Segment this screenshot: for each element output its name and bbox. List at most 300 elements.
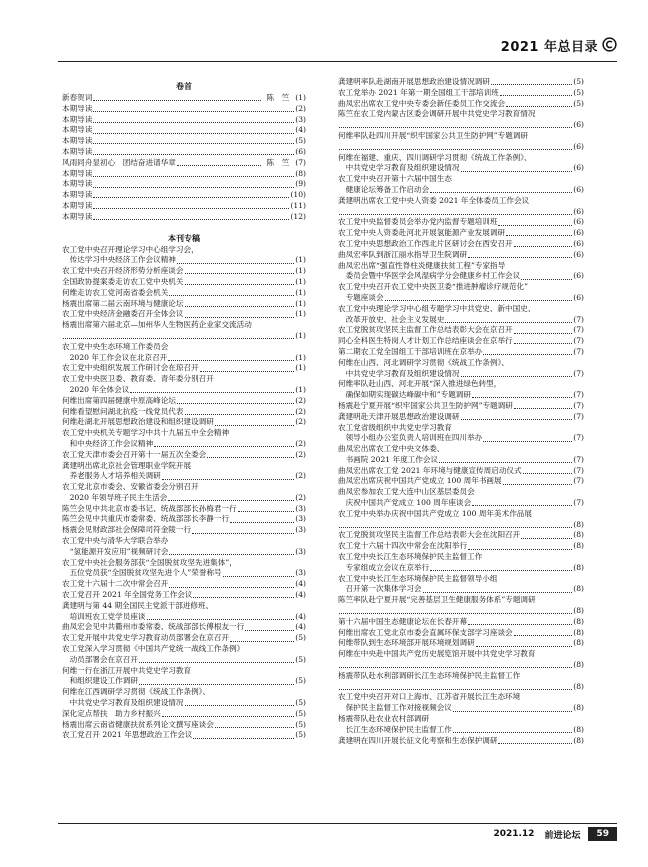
- toc-entry: [338, 228, 584, 239]
- toc-leader-dots: [476, 646, 573, 647]
- toc-leader-dots: [177, 403, 294, 404]
- toc-entry-page: (8): [573, 584, 584, 594]
- toc-entry-title: 农工党中央长江生态环境保护民主监督工作: [338, 552, 483, 562]
- toc-entry-title: 曲凤宏参加农工党大连中山区基层委员会: [338, 487, 475, 497]
- toc-entry-title: 农工党脱贫攻坚民主监督工作总结表彰大会在沈阳召开: [338, 530, 521, 540]
- toc-entry: [338, 109, 584, 120]
- magazine-name: 前进论坛: [544, 830, 581, 841]
- toc-entry: [338, 390, 584, 401]
- toc-entry: [62, 93, 306, 104]
- toc-leader-dots: [453, 732, 572, 733]
- toc-entry-title: 何维赴湖北开展思想政治建设和组织建设调研: [62, 417, 214, 427]
- toc-leader-dots: [523, 473, 573, 474]
- toc-entry-title: 曲凤宏率队到浙江丽水指导卫生院调研: [338, 249, 468, 259]
- toc-entry-page: (7): [573, 476, 584, 486]
- toc-entry-title: 杨震带队赴水利部调研长江生态环境保护民主监督工作: [338, 670, 521, 680]
- toc-entry-title: 动员部署会在京召开: [62, 654, 138, 664]
- toc-entry: [62, 536, 306, 547]
- toc-entry: [338, 444, 584, 455]
- toc-entry: [62, 687, 306, 698]
- toc-entry-title: 农工党省级组织中共党史学习教育: [338, 422, 452, 432]
- toc-entry-title: 中共党史学习教育及组织建设情况: [338, 368, 460, 378]
- toc-entry: [62, 158, 306, 169]
- toc-entry-page: (1): [295, 352, 306, 362]
- toc-leader-dots: [139, 684, 294, 685]
- toc-leader-dots: [514, 408, 572, 409]
- toc-entry-title: 农工党中央长江生态环境保护民主监督领导小组: [338, 573, 498, 583]
- toc-entry-page: (8): [573, 627, 584, 637]
- toc-entry-page: (5): [295, 633, 306, 643]
- toc-entry: [62, 169, 306, 180]
- toc-entry: [62, 450, 306, 461]
- toc-entry: [62, 720, 306, 731]
- toc-entry-page: (1): [295, 93, 306, 102]
- toc-entry-title: 曲凤宏出席农工党中央文体委、: [338, 444, 445, 454]
- toc-entry-title: 庆祝中国共产党成立 100 周年座谈会: [338, 498, 472, 508]
- toc-leader-dots: [498, 225, 572, 226]
- toc-entry-page: (7): [573, 390, 584, 400]
- toc-leader-dots: [207, 457, 294, 458]
- toc-leader-dots: [185, 317, 295, 318]
- toc-leader-dots: [483, 441, 572, 442]
- toc-entry-title: 中共党史学习教育及组织建设情况: [338, 163, 460, 173]
- toc-entry-title: 本期导读: [62, 190, 93, 200]
- toc-leader-dots: [93, 100, 261, 101]
- toc-leader-dots: [468, 549, 572, 550]
- toc-entry-page: (7): [573, 368, 584, 378]
- toc-leader-dots: [439, 462, 572, 463]
- section-heading: 卷首: [176, 81, 192, 91]
- toc-entry-title: 传达学习中央经济工作会议精神: [62, 255, 176, 265]
- toc-leader-dots: [521, 279, 572, 280]
- toc-entry-title: 农工党召开 2021 年全国党务工作会议: [62, 590, 193, 600]
- toc-entry: [62, 590, 306, 601]
- header-rule: [58, 61, 617, 62]
- toc-entry: [338, 509, 584, 520]
- toc-leader-dots: [483, 354, 572, 355]
- toc-entry-title: 曲凤宏出席庆祝中国共产党成立 100 周年书画展: [338, 476, 502, 486]
- toc-entry-page: (2): [295, 449, 306, 459]
- toc-entry-title: 何维在山西、河北调研学习贯彻《统战工作条例》、: [338, 357, 509, 367]
- toc-entry: [338, 315, 584, 326]
- toc-entry-page: (4): [295, 611, 306, 621]
- toc-entry-page: (6): [573, 141, 584, 151]
- toc-entry-title: 本期导读: [62, 146, 93, 156]
- toc-leader-dots: [230, 641, 294, 642]
- toc-entry: [338, 725, 584, 736]
- toc-leader-dots: [500, 95, 572, 96]
- toc-entry: [338, 660, 584, 671]
- toc-entry-title: 农工党中央召开对口上海市、江苏省开展长江生态环境: [338, 692, 521, 702]
- toc-leader-dots: [238, 511, 295, 512]
- toc-entry-title: 农工党中央思想政治工作西北片区研讨会在西安召开: [338, 238, 513, 248]
- toc-entry-page: (5): [295, 730, 306, 740]
- toc-entry-title: 农工党开展中共党史学习教育动员部署会在京召开: [62, 633, 230, 643]
- toc-entry-page: (5): [295, 708, 306, 718]
- toc-entry-title: 本期导读: [62, 114, 93, 124]
- toc-entry-page: (1): [295, 266, 306, 276]
- toc-entry: [62, 407, 306, 418]
- toc-entry-title: 何维出席第四届健康中原高峰论坛: [62, 395, 176, 405]
- toc-entry-title: 五位党员获“全国脱贫攻坚先进个人”荣誉称号: [62, 568, 222, 578]
- toc-entry-title: 陈竺会见中共北京市委书记、统战部部长孙梅君一行: [62, 503, 237, 513]
- toc-entry-title: 杨震带队赴农业农村部调研: [338, 714, 430, 724]
- toc-entry: [62, 461, 306, 472]
- toc-entry-page: (1): [295, 363, 306, 373]
- toc-entry: [62, 730, 306, 741]
- toc-entry-title: 本期导读: [62, 103, 93, 113]
- toc-entry: [338, 358, 584, 369]
- toc-entry: [62, 558, 306, 569]
- toc-entry-page: (8): [573, 519, 584, 529]
- toc-leader-dots: [339, 667, 572, 668]
- toc-entry: [338, 153, 584, 164]
- toc-entry-page: (1): [295, 287, 306, 297]
- toc-entry-title: 书画院 2021 年度工作会议: [338, 454, 439, 464]
- toc-entry-page: (2): [295, 406, 306, 416]
- toc-leader-dots: [506, 235, 572, 236]
- issue-date: 2021.12: [493, 829, 535, 839]
- toc-entry: [62, 147, 306, 158]
- toc-entry-page: (6): [573, 228, 584, 238]
- toc-entry-title: 曲凤宏出席农工党 2021 年环境与健康宣传周启动仪式: [338, 465, 522, 475]
- toc-entry-page: (6): [573, 184, 584, 194]
- toc-entry-page: (3): [295, 503, 306, 513]
- toc-entry: [338, 185, 584, 196]
- toc-entry-page: (1): [295, 276, 306, 286]
- toc-entry-title: 农工党中央社会服务部获“全国脱贫攻坚先进集体”，: [62, 557, 237, 567]
- toc-entry-title: 龚建明出席农工党中央人资委 2021 年全体委员工作会议: [338, 195, 530, 205]
- toc-entry-page: (8): [573, 606, 584, 616]
- toc-entry-title: 龚建明赴天津开展思想政治建设调研: [338, 411, 460, 421]
- toc-entry-page: (1): [295, 309, 306, 319]
- toc-entry: [62, 363, 306, 374]
- toc-leader-dots: [339, 527, 572, 528]
- toc-entry-page: (7): [295, 157, 306, 167]
- toc-entry: [338, 99, 584, 110]
- toc-entry-title: 2020 年领导班子民主生活会: [62, 492, 168, 502]
- toc-leader-dots: [514, 333, 573, 334]
- toc-entry-title: 和组织建设工作调研: [62, 676, 138, 686]
- toc-entry-page: (8): [573, 638, 584, 648]
- toc-entry: [338, 617, 584, 628]
- toc-entry-title: 培训班农工党学员座谈: [62, 611, 146, 621]
- page-number: 59: [588, 827, 617, 841]
- toc-entry-title: 农工党中央生态环境工作委员会: [62, 341, 169, 351]
- toc-entry-title: 何维率队赴山西、河北开展“深入推进绿色转型，: [338, 379, 502, 389]
- toc-entry: [62, 612, 306, 623]
- toc-entry-page: (8): [573, 562, 584, 572]
- toc-entry: [62, 644, 306, 655]
- toc-entry: [338, 347, 584, 358]
- toc-entry-title: 农工党中央理论学习中心组专题学习中共党史、新中国史、: [338, 303, 536, 313]
- toc-entry: [338, 552, 584, 563]
- toc-entry-page: (10): [290, 190, 306, 200]
- toc-entry-page: (3): [295, 525, 306, 535]
- toc-entry-title: 本期导读: [62, 125, 93, 135]
- toc-entry: [338, 703, 584, 714]
- toc-entry-title: 农工党举办 2021 年第一期全国组工干部培训班: [338, 87, 499, 97]
- toc-entry: [62, 417, 306, 428]
- toc-leader-dots: [472, 397, 572, 398]
- toc-entry-title: 龚建明在四川开展长征文化考察和生态保护调研: [338, 735, 498, 745]
- toc-entry: [338, 498, 584, 509]
- toc-entry-page: (1): [295, 298, 306, 308]
- toc-entry-page: (6): [573, 292, 584, 302]
- toc-leader-dots: [461, 376, 573, 377]
- toc-entry: [338, 282, 584, 293]
- page-footer: [493, 827, 617, 841]
- toc-entry-title: 农工党天津市委会召开第十一届五次全委会: [62, 449, 207, 459]
- toc-entry-page: (6): [573, 238, 584, 248]
- toc-leader-dots: [339, 689, 572, 690]
- toc-leader-dots: [93, 187, 294, 188]
- toc-entry-page: (8): [573, 616, 584, 626]
- toc-entry-page: (7): [573, 314, 584, 324]
- toc-entry: [338, 487, 584, 498]
- toc-leader-dots: [93, 219, 289, 220]
- toc-entry-title: 杨震出席云南省健康扶贫系列论文撰写座谈会: [62, 719, 214, 729]
- toc-entry-title: 曲凤宏出席农工党中央专委会新任委员工作交流会: [338, 98, 506, 108]
- section-heading: 本刊专稿: [168, 232, 200, 243]
- toc-entry: [62, 255, 306, 266]
- toc-leader-dots: [168, 360, 294, 361]
- toc-entry: [338, 628, 584, 639]
- toc-entry: [62, 633, 306, 644]
- toc-entry-title: 农工党北京市委会、安徽省委会分别召开: [62, 482, 199, 492]
- copyright-like-circle-icon: [602, 37, 617, 52]
- toc-entry-title: “氢能源开发应用”视频研讨会: [62, 546, 169, 556]
- toc-entry-page: (2): [295, 471, 306, 481]
- toc-entry: [338, 584, 584, 595]
- toc-leader-dots: [468, 624, 572, 625]
- toc-entry-title: 杨震出席第二届云南环境与健康论坛: [62, 298, 184, 308]
- toc-entry: [62, 676, 306, 687]
- toc-leader-dots: [339, 149, 572, 150]
- toc-entry: [338, 250, 584, 261]
- toc-leader-dots: [169, 295, 294, 296]
- toc-leader-dots: [514, 635, 573, 636]
- toc-entry-page: (7): [573, 325, 584, 335]
- toc-entry-title: 委员会暨中华医学会风湿病学分会健康乡村工作会议: [338, 271, 521, 281]
- toc-entry-title: 第二期农工党全国组工干部培训班在京举办: [338, 346, 483, 356]
- toc-leader-dots: [154, 446, 294, 447]
- toc-entry-title: 何维率队赴四川开展“织牢国家公共卫生防护网”专题调研: [338, 130, 529, 140]
- toc-entry-page: (6): [573, 217, 584, 227]
- toc-entry: [338, 692, 584, 703]
- toc-entry-page: (1): [295, 384, 306, 394]
- toc-entry-title: 风雨同舟显初心 团结奋进谱华章: [62, 157, 176, 167]
- toc-entry: [62, 493, 306, 504]
- toc-leader-dots: [147, 619, 295, 620]
- toc-leader-dots: [468, 257, 572, 258]
- toc-leader-dots: [245, 630, 294, 631]
- toc-entry: [338, 466, 584, 477]
- toc-entry-page: (11): [290, 200, 306, 210]
- toc-entry: [62, 115, 306, 126]
- toc-entry: [338, 412, 584, 423]
- toc-entry-page: (12): [290, 211, 306, 221]
- toc-entry: [62, 136, 306, 147]
- toc-entry-page: (8): [573, 660, 584, 670]
- toc-entry-title: 曲凤宏出席“强直性脊柱炎健康扶贫工程”专家指导: [338, 260, 506, 270]
- toc-entry-page: (5): [295, 136, 306, 146]
- toc-entry: [62, 353, 306, 364]
- toc-entry: [338, 336, 584, 347]
- toc-entry: [62, 514, 306, 525]
- toc-leader-dots: [514, 246, 573, 247]
- toc-leader-dots: [506, 106, 572, 107]
- toc-entry: [338, 174, 584, 185]
- toc-entry-page: (3): [295, 568, 306, 578]
- toc-entry-title: 农工党中央召开理论学习中心组学习会，: [62, 244, 199, 254]
- toc-entry-title: 确保如期实现碳达峰碳中和”专题调研: [338, 390, 471, 400]
- toc-leader-dots: [139, 662, 294, 663]
- toc-entry-title: 本期导读: [62, 168, 93, 178]
- toc-entry: [62, 125, 306, 136]
- toc-leader-dots: [223, 576, 295, 577]
- toc-entry: [338, 520, 584, 531]
- toc-leader-dots: [177, 263, 294, 264]
- toc-entry-title: 第十六届中国生态健康论坛在长春开幕: [338, 616, 468, 626]
- toc-entry-page: (7): [573, 433, 584, 443]
- toc-entry-page: (5): [295, 654, 306, 664]
- toc-entry-title: 农工党中央召开农工党中央医卫委“推进肿瘤诊疗规范化”: [338, 282, 529, 292]
- toc-entry-title: 深化定点帮扶 助力乡村振兴: [62, 708, 161, 718]
- toc-entry: [62, 320, 306, 331]
- toc-entry-page: (8): [573, 541, 584, 551]
- toc-entry-page: (6): [573, 206, 584, 216]
- toc-entry-page: (7): [573, 411, 584, 421]
- toc-leader-dots: [230, 522, 294, 523]
- toc-entry-title: 养老服务人才培养相关调研: [62, 471, 161, 481]
- toc-entry-page: (6): [573, 249, 584, 259]
- toc-leader-dots: [185, 273, 295, 274]
- toc-entry-page: (5): [295, 676, 306, 686]
- toc-leader-dots: [339, 127, 572, 128]
- page-header-title: 2021 年总目录: [500, 40, 598, 55]
- toc-entry-title: 龚建明与第 44 期全国民主党派干部进修班、: [62, 600, 214, 610]
- toc-entry-title: 农工党中央经济金融委召开全体会议: [62, 309, 184, 319]
- toc-entry-title: 农工党十六届十二次中常会召开: [62, 579, 169, 589]
- toc-entry: [338, 88, 584, 99]
- toc-entry-title: 农工党中央监督委员会举办党内监督专题培训班: [338, 217, 498, 227]
- toc-leader-dots: [339, 214, 572, 215]
- toc-entry-title: 2020 年全体会议: [62, 384, 130, 394]
- toc-entry-title: 长江生态环境保护民主监督工作: [338, 724, 452, 734]
- toc-entry: [62, 266, 306, 277]
- toc-entry-page: (5): [573, 87, 584, 97]
- toc-entry: [338, 736, 584, 747]
- toc-entry: [62, 547, 306, 558]
- toc-entry-title: 农工党中央召开经济形势分析座谈会: [62, 266, 184, 276]
- toc-entry-page: (7): [573, 400, 584, 410]
- toc-entry-page: (3): [295, 114, 306, 124]
- toc-entry: [62, 288, 306, 299]
- toc-entry-title: 杨震出席第六届北京—加州华人生物医药企业家交流活动: [62, 320, 252, 330]
- toc-leader-dots: [385, 300, 573, 301]
- toc-leader-dots: [93, 133, 294, 134]
- toc-entry: [338, 293, 584, 304]
- toc-entry: [62, 309, 306, 320]
- toc-entry: [62, 201, 306, 212]
- toc-entry: [338, 595, 584, 606]
- toc-entry: [62, 601, 306, 612]
- toc-entry: [338, 271, 584, 282]
- toc-entry: [62, 666, 306, 677]
- toc-leader-dots: [193, 738, 294, 739]
- toc-entry: [62, 104, 306, 115]
- toc-entry-page: (1): [295, 330, 306, 340]
- toc-leader-dots: [177, 165, 262, 166]
- toc-leader-dots: [498, 743, 572, 744]
- toc-entry: [338, 606, 584, 617]
- toc-entry: [62, 396, 306, 407]
- toc-entry: [62, 622, 306, 633]
- toc-entry: [62, 190, 306, 201]
- toc-entry: [62, 655, 306, 666]
- toc-entry-page: (8): [573, 681, 584, 691]
- toc-entry-page: (6): [573, 120, 584, 130]
- toc-entry: [338, 714, 584, 725]
- toc-entry-page: (6): [573, 163, 584, 173]
- toc-entry: [62, 277, 306, 288]
- toc-entry-title: 何维在福建、重庆、四川调研学习贯彻《统战工作条例》、: [338, 152, 532, 162]
- toc-entry-page: (3): [295, 546, 306, 556]
- toc-entry-page: (8): [573, 735, 584, 745]
- toc-entry: [338, 574, 584, 585]
- right-toc-column: [338, 77, 584, 817]
- toc-entry-author: 陈 竺: [266, 157, 290, 167]
- toc-entry-title: 陈竺会见中共重庆市委常委、统战部部长李静一行: [62, 514, 230, 524]
- toc-entry-title: 何维看望慰问湖北抗疫一线党员代表: [62, 406, 184, 416]
- toc-entry-page: (8): [295, 168, 306, 178]
- toc-entry: [338, 261, 584, 272]
- toc-entry-page: (8): [573, 703, 584, 713]
- toc-leader-dots: [185, 414, 295, 415]
- toc-leader-dots: [514, 343, 573, 344]
- toc-leader-dots: [461, 171, 573, 172]
- toc-entry-title: 全国政协提案委走访农工党中央机关: [62, 276, 184, 286]
- toc-entry-page: (5): [295, 698, 306, 708]
- toc-entry-title: 陈竺在农工党内蒙古区委会调研开展中共党史学习教育情况: [338, 109, 536, 119]
- toc-leader-dots: [63, 338, 294, 339]
- toc-leader-dots: [185, 705, 295, 706]
- toc-leader-dots: [185, 306, 295, 307]
- toc-entry: [62, 482, 306, 493]
- toc-leader-dots: [93, 176, 294, 177]
- toc-entry: [338, 563, 584, 574]
- toc-entry: [62, 439, 306, 450]
- toc-entry: [62, 471, 306, 482]
- toc-entry-title: 农工党深入学习贯彻《中国共产党统一战线工作条例》: [62, 644, 245, 654]
- toc-entry-page: (8): [573, 724, 584, 734]
- toc-entry: [62, 698, 306, 709]
- toc-entry-title: 专家组成立会议在京举行: [338, 562, 430, 572]
- toc-entry-page: (7): [573, 498, 584, 508]
- toc-leader-dots: [503, 484, 573, 485]
- toc-entry: [338, 196, 584, 207]
- toc-entry-page: (5): [573, 98, 584, 108]
- toc-entry-page: (6): [295, 146, 306, 156]
- toc-entry: [338, 530, 584, 541]
- toc-entry-title: 农工党召开 2021 年思想政治工作会议: [62, 730, 193, 740]
- toc-entry: [62, 331, 306, 342]
- toc-entry: [338, 142, 584, 153]
- toc-entry: [338, 476, 584, 487]
- toc-entry: [338, 455, 584, 466]
- toc-entry-title: 农工党中央与清华大学联合举办: [62, 536, 169, 546]
